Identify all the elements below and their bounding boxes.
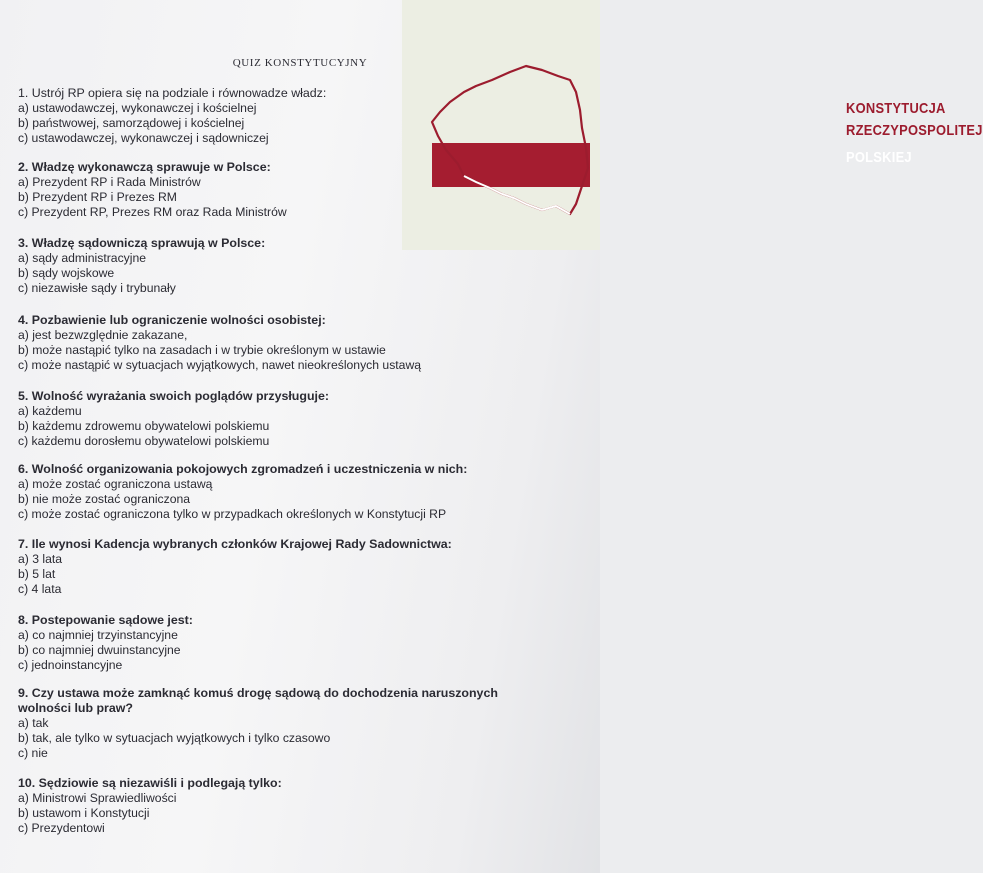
question-text: 5. Wolność wyrażania swoich poglądów przysługuje: bbox=[18, 389, 329, 403]
answer-c: c) nie bbox=[18, 746, 48, 760]
question-5 bbox=[18, 389, 578, 449]
question-1 bbox=[18, 86, 578, 146]
answer-c: c) ustawodawczej, wykonawczej i sądowniczej bbox=[18, 131, 269, 145]
question-7 bbox=[18, 537, 578, 597]
answer-b: b) 5 lat bbox=[18, 567, 56, 581]
question-text: 9. Czy ustawa może zamknąć komuś drogę sądową do dochodzenia naruszonych wolności lub praw? bbox=[18, 686, 498, 715]
question-text: 10. Sędziowie są niezawiśli i podlegają tylko: bbox=[18, 776, 282, 790]
answer-b: b) Prezydent RP i Prezes RM bbox=[18, 190, 177, 204]
question-9 bbox=[18, 686, 578, 761]
answer-b: b) każdemu zdrowemu obywatelowi polskiemu bbox=[18, 419, 270, 433]
answer-b: b) ustawom i Konstytucji bbox=[18, 806, 150, 820]
answer-b: b) tak, ale tylko w sytuacjach wyjątkowych i tylko czasowo bbox=[18, 731, 331, 745]
answer-c: c) niezawisłe sądy i trybunały bbox=[18, 281, 176, 295]
question-8 bbox=[18, 613, 578, 673]
question-3 bbox=[18, 236, 578, 296]
answer-a: a) Ministrowi Sprawiedliwości bbox=[18, 791, 177, 805]
answer-b: b) może nastąpić tylko na zasadach i w trybie określonym w ustawie bbox=[18, 343, 386, 357]
answer-b: b) nie może zostać ograniczona bbox=[18, 492, 191, 506]
question-text: 3. Władzę sądowniczą sprawują w Polsce: bbox=[18, 236, 266, 250]
logo-line-1: KONSTYTUCJA bbox=[846, 100, 946, 117]
logo-line-2: RZECZYPOSPOLITEJ bbox=[846, 122, 983, 139]
question-6 bbox=[18, 462, 578, 522]
page-title: QUIZ KONSTYTUCYJNY bbox=[232, 57, 368, 69]
answer-b: b) co najmniej dwuinstancyjne bbox=[18, 643, 181, 657]
answer-c: c) Prezydent RP, Prezes RM oraz Rada Ministrów bbox=[18, 205, 287, 219]
question-text: 2. Władzę wykonawczą sprawuje w Polsce: bbox=[18, 160, 271, 174]
answer-c: c) może zostać ograniczona tylko w przypadkach określonych w Konstytucji RP bbox=[18, 507, 447, 521]
answer-a: a) może zostać ograniczona ustawą bbox=[18, 477, 213, 491]
answer-c: c) Prezydentowi bbox=[18, 821, 105, 835]
question-text: 4. Pozbawienie lub ograniczenie wolności osobistej: bbox=[18, 313, 326, 327]
answer-a: a) Prezydent RP i Rada Ministrów bbox=[18, 175, 201, 189]
answer-a: a) 3 lata bbox=[18, 552, 63, 566]
answer-b: b) sądy wojskowe bbox=[18, 266, 115, 280]
question-10 bbox=[18, 776, 578, 836]
answer-c: c) może nastąpić w sytuacjach wyjątkowych, nawet nieokreślonych ustawą bbox=[18, 358, 422, 372]
question-text: 8. Postepowanie sądowe jest: bbox=[18, 613, 193, 627]
answer-a: a) jest bezwzględnie zakazane, bbox=[18, 328, 188, 342]
question-text: 7. Ile wynosi Kadencja wybranych członków Krajowej Rady Sadownictwa: bbox=[18, 537, 452, 551]
logo-line-3: POLSKIEJ bbox=[846, 149, 912, 166]
question-4 bbox=[18, 313, 578, 373]
answer-a: a) sądy administracyjne bbox=[18, 251, 147, 265]
question-2 bbox=[18, 160, 578, 220]
question-text: 1. Ustrój RP opiera się na podziale i równowadze władz: bbox=[18, 86, 327, 100]
answer-b: b) państwowej, samorządowej i kościelnej bbox=[18, 116, 245, 130]
answer-c: c) jednoinstancyjne bbox=[18, 658, 123, 672]
question-text: 6. Wolność organizowania pokojowych zgromadzeń i uczestniczenia w nich: bbox=[18, 462, 468, 476]
answer-a: a) każdemu bbox=[18, 404, 82, 418]
answer-a: a) tak bbox=[18, 716, 49, 730]
answer-a: a) co najmniej trzyinstancyjne bbox=[18, 628, 178, 642]
answer-c: c) każdemu dorosłemu obywatelowi polskiemu bbox=[18, 434, 270, 448]
answer-c: c) 4 lata bbox=[18, 582, 62, 596]
answer-a: a) ustawodawczej, wykonawczej i kościelnej bbox=[18, 101, 257, 115]
